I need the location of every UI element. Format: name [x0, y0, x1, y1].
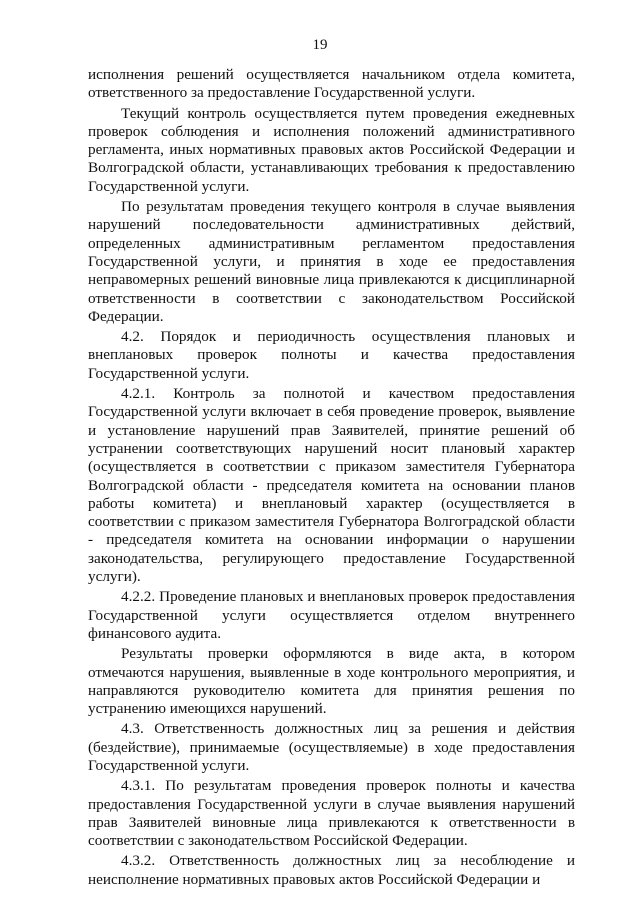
document-body: [88, 66, 575, 891]
page-number: 19: [312, 37, 328, 53]
paragraph-inspection-results: Результаты проверки оформляются в виде акта, в котором отмечаются нарушения, выявленные в ходе контрольного мероприятия, и направляются руководителю комитета для принятия решения по устранению имеющихся нарушений.: [88, 645, 575, 718]
paragraph-section-4-2: 4.2. Порядок и периодичность осуществления плановых и внеплановых проверок полноты и качества предоставления Государственной услуги.: [88, 328, 575, 382]
paragraph-section-4-3-1: 4.3.1. По результатам проведения проверок полноты и качества предоставления Государственной услуги в случае выявления нарушений прав Заявителей виновные лица привлекаются к ответственности в соответствии с законодательством Российской Федерации.: [88, 777, 575, 850]
paragraph-section-4-2-2: 4.2.2. Проведение плановых и внеплановых проверок предоставления Государственной услуги осуществляется отделом внутреннего финансового аудита.: [88, 588, 575, 642]
paragraph-current-control: Текущий контроль осуществляется путем проведения ежедневных проверок соблюдения и исполнения положений административного регламента, иных нормативных правовых актов Российской Федерации и Волгоградской области, устанавливающих требования к предоставлению Государственной услуги.: [88, 104, 575, 195]
paragraph-section-4-2-1: 4.2.1. Контроль за полнотой и качеством предоставления Государственной услуги включает в себя проведение проверок, выявление и установление нарушений прав Заявителей, принятие решений об устранении соответствующих нарушений носит плановый характер (осуществляется в соответствии с приказом заместителя Губернатора Волгоградской области - председателя комитета на основании планов работы комитета) и внеплановый характер (осуществляется в соответствии с приказом заместителя Губернатора Волгоградской области - председателя комитета на основании информации о нарушении законодательства, регулирующего предоставление Государственной услуги).: [88, 385, 575, 586]
paragraph-section-4-3-2: 4.3.2. Ответственность должностных лиц за несоблюдение и неисполнение нормативных правовых актов Российской Федерации и: [88, 852, 575, 888]
paragraph-section-4-3: 4.3. Ответственность должностных лиц за решения и действия (бездействие), принимаемые (осуществляемые) в ходе предоставления Государственной услуги.: [88, 720, 575, 774]
paragraph-continuation: исполнения решений осуществляется начальником отдела комитета, ответственного за предоставление Государственной услуги.: [88, 66, 575, 102]
paragraph-current-control-results: По результатам проведения текущего контроля в случае выявления нарушений последовательности административных действий, определенных административным регламентом предоставления Государственной услуги, и принятия в ходе ее предоставления неправомерных решений виновные лица привлекаются к дисциплинарной ответственности в соответствии с законодательством Российской Федерации.: [88, 198, 575, 325]
